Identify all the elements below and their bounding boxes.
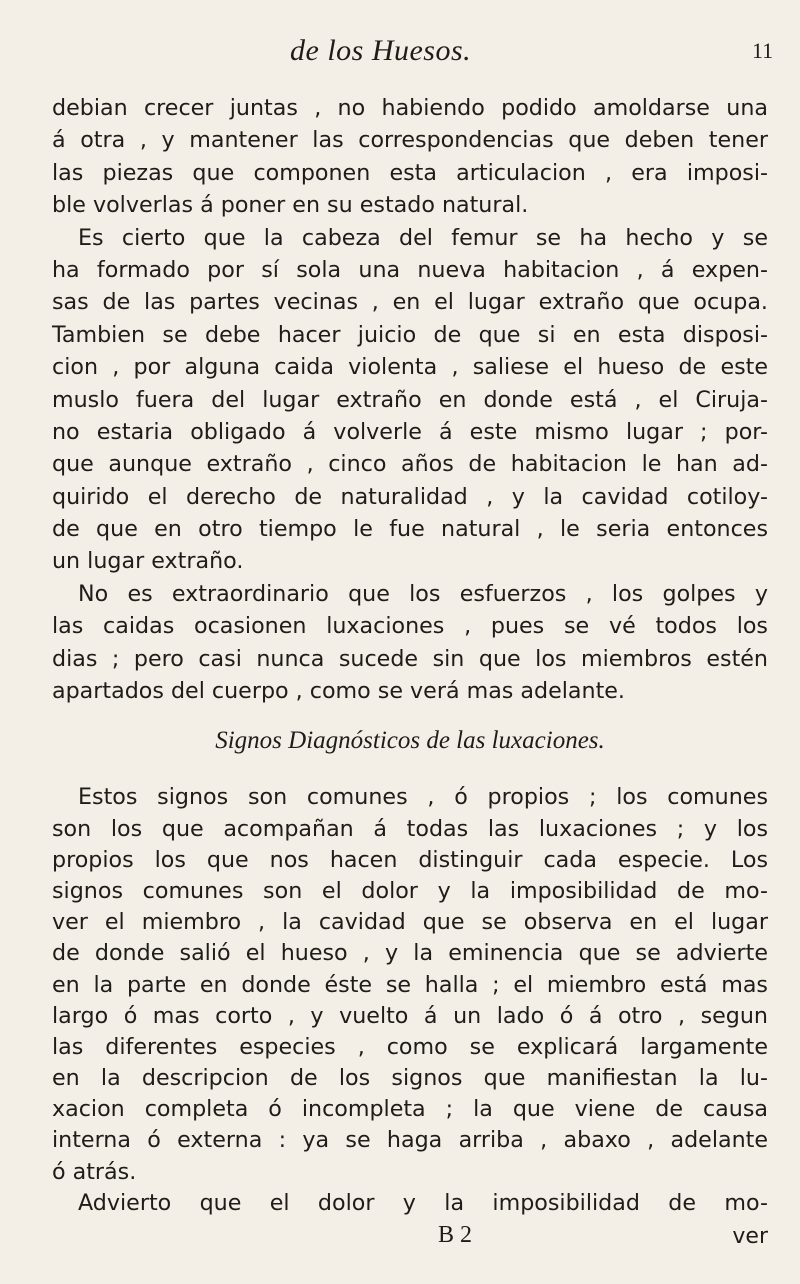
text-line: signos comunes son el dolor y la imposibilidad de mo- [52,877,768,904]
printer-signature: B 2 [438,1222,473,1248]
paragraph-4 [52,781,768,1186]
text-line: que aunque extraño , cinco años de habitacion le han ad- [52,451,768,478]
text-line: interna ó externa : ya se haga arriba , abaxo , adelante [52,1127,768,1154]
text-line: quirido el derecho de naturalidad , y la cavidad cotiloy- [52,483,768,510]
text-line: ha formado por sí sola una nueva habitacion , á expen- [52,256,768,283]
body-text [52,92,768,1218]
text-line: ble volverlas á poner en su estado natural. [52,192,529,219]
text-line: á otra , y mantener las correspondencias que deben tener [52,127,768,154]
text-line: sas de las partes vecinas , en el lugar extraño que ocupa. [52,289,768,316]
text-line: las caidas ocasionen luxaciones , pues se vé todos los [52,613,768,640]
catchword: ver [732,1224,768,1249]
text-line: Advierto que el dolor y la imposibilidad de mo- [78,1189,768,1216]
text-line: ver el miembro , la cavidad que se observa en el lugar [52,909,768,936]
text-line: en la parte en donde éste se halla ; el miembro está mas [52,971,768,998]
text-line: dias ; pero casi nunca sucede sin que los miembros estén [52,645,768,672]
running-title: de los Huesos. [290,34,472,67]
text-line: apartados del cuerpo , como se verá mas adelante. [52,678,625,705]
text-line: de donde salió el hueso , y la eminencia que se advierte [52,940,768,967]
text-line: un lugar extraño. [52,548,244,575]
paragraph-5 [52,1187,768,1218]
text-line: propios los que nos hacen distinguir cada especie. Los [52,846,768,873]
running-head [0,34,800,74]
text-line: son los que acompañan á todas las luxaciones ; y los [52,815,768,842]
text-line: las diferentes especies , como se explicará largamente [52,1033,768,1060]
text-line: xacion completa ó incompleta ; la que viene de causa [52,1096,768,1123]
text-line: de que en otro tiempo le fue natural , le seria entonces [52,516,768,543]
page-number: 11 [752,38,774,63]
paragraph-1 [52,92,768,222]
text-line: no estaria obligado á volverle á este mismo lugar ; por- [52,418,768,445]
text-line: Tambien se debe hacer juicio de que si en esta disposi- [52,321,768,348]
text-line: debian crecer juntas , no habiendo podido amoldarse una [52,95,768,121]
text-line: No es extraordinario que los esfuerzos , los golpes y [78,580,768,607]
text-line: Es cierto que la cabeza del femur se ha hecho y se [78,224,768,251]
paragraph-3 [52,578,768,708]
text-line: cion , por alguna caida violenta , saliese el hueso de este [52,354,768,381]
text-line: en la descripcion de los signos que manifiestan la lu- [52,1065,768,1092]
text-line: Estos signos son comunes , ó propios ; los comunes [78,784,768,811]
text-line: ó atrás. [52,1158,137,1185]
text-line: las piezas que componen esta articulacion , era imposi- [52,159,768,186]
page-footer [52,1222,768,1254]
text-line: muslo fuera del lugar extraño en donde está , el Ciruja- [52,386,768,413]
section-heading: Signos Diagnósticos de las luxaciones. [215,727,605,755]
paragraph-2 [52,222,768,578]
text-line: largo ó mas corto , y vuelto á un lado ó á otro , segun [52,1002,768,1029]
